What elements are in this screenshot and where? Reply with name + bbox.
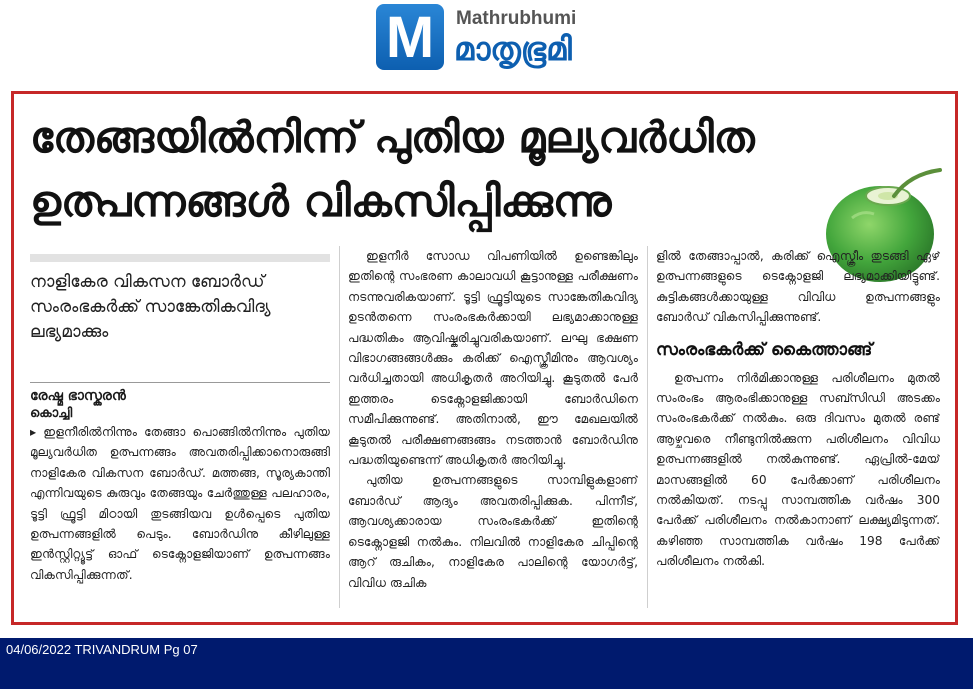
mathrubhumi-logo-mark: M: [376, 4, 444, 70]
logo-name-english: Mathrubhumi: [456, 8, 577, 29]
byline-block: [30, 382, 330, 423]
author-byline: രേഷ്മ ഭാസ്കരൻ: [30, 388, 126, 404]
article-subhead: സംരംഭകർക്ക് കൈത്താങ്ങ്: [656, 339, 873, 360]
column-2-paragraph-2: പുതിയ ഉത്പന്നങ്ങളുടെ സാമ്പിളുകളാണ് ബോർഡ് ആദ്യം അവതരിപ്പിക്കുക. പിന്നീട്, ആവശ്യക്കാരായ സംരംഭകർക്ക് ഇതിന്റെ ടെക്നോളജി നൽകും. നിലവിൽ നാളികേര ചിപ്പിന്റെ ആറ് രുചികം, നാളികേര പാലിന്റെ യോഗർട്ട്, വിവിധ രുചിക: [348, 473, 638, 590]
column-3-paragraph-2: ഉത്പന്നം നിർമിക്കാനുള്ള പരിശീലനം മുതൽ സംരംഭം ആരംഭിക്കാനുള്ള സബ്സിഡി അടക്കം സംരംഭകർക്ക് നൽകും. ഒരു ദിവസം മുതൽ രണ്ട് ആഴ്ചവരെ നീണ്ടുനിൽക്കുന്ന പരിശീലനം വിവിധ ഉത്പന്നങ്ങളിൽ നൽകുന്നുണ്ട്. ഏപ്രിൽ-മേയ് മാസങ്ങളിൽ 60 പേർക്കാണ് പരിശീലനം നൽകിയത്. നടപ്പു സാമ്പത്തിക വർഷം 300 പേർക്ക് പരിശീലനം നൽകാനാണ് ലക്ഷ്യമിടുന്നത്. കഴിഞ്ഞ സാമ്പത്തിക വർഷം 198 പേർക്ക് പരിശീലനം നൽകി.: [656, 370, 940, 569]
article-column-2: [348, 246, 638, 616]
article-frame: [11, 91, 958, 625]
article-headline: തേങ്ങയിൽനിന്ന് പുതിയ മൂല്യവർധിത ഉത്പന്നങ്ങൾ വികസിപ്പിക്കുന്നു: [30, 113, 755, 227]
edition-info: 04/06/2022 TRIVANDRUM Pg 07: [6, 642, 198, 657]
masthead: [0, 0, 973, 86]
logo-name-malayalam: മാതൃഭൂമി: [454, 30, 572, 68]
column-1-paragraph: ▸ ഇളനീരിൽനിന്നും തേങ്ങാ പൊങ്ങിൽനിന്നും പുതിയ മൂല്യവർധിത ഉത്പന്നങ്ങം അവതരിപ്പിക്കാനൊരുങ്ങി നാളികേര വികസന ബോർഡ്. മത്തങ്ങ, സൂര്യകാന്തി എന്നിവയുടെ കുരുവും തേങ്ങയും ചേർത്തുള്ള പലഹാരം, ടൂട്ടി ഫ്രൂട്ടി മിഠായി തുടങ്ങിയവ ഉൾപ്പെടെ പുതിയ ഉത്പന്നങ്ങളിൽ പെടും. ബോർഡിനു കീഴിലുള്ള ഇൻസ്റ്റിറ്റ്യൂട്ട് ഓഫ് ടെക്നോളജിയാണ് ഉത്പന്നങ്ങം വികസിപ്പിക്കുന്നത്.: [30, 425, 330, 582]
column-divider: [339, 246, 340, 608]
article-deck: നാളികേര വികസന ബോർഡ് സംരംഭകർക്ക് സാങ്കേതികവിദ്യ ലഭ്യമാക്കും: [30, 272, 271, 342]
article-column-3: [656, 246, 940, 616]
column-3-paragraph-1: ളിൽ തേങ്ങാപ്പാൽ, കരിക്ക് ഐസ്ക്രീം തുടങ്ങി ഏഴ് ഉത്പന്നങ്ങളുടെ ടെക്നോളജി ലഭ്യമാക്കിയിട്ടുണ്ട്. കുട്ടികങ്ങൾക്കായുള്ള വിവിധ ഉത്പന്നങ്ങളും ബോർഡ് വികസിപ്പിക്കുന്നുണ്ട്.: [656, 249, 940, 325]
edition-footer: [0, 638, 973, 689]
column-divider: [647, 246, 648, 608]
article-column-1: [30, 422, 330, 612]
dateline: കൊച്ചി: [30, 406, 73, 421]
deck-rule: [30, 254, 330, 262]
column-2-paragraph-1: ഇളനീർ സോഡ വിപണിയിൽ ഉണ്ടെങ്കിലും ഇതിന്റെ സംഭരണ കാലാവധി കൂട്ടാനുള്ള പരീക്ഷണം നടന്നുവരികയാണ്. ടൂട്ടി ഫ്രൂട്ടിയുടെ സാങ്കേതികവിദ്യ ഉടൻതന്നെ സംരംഭകർക്കായി ലഭ്യമാക്കാനുള്ള പദ്ധതികം ആവിഷ്കരിച്ചുവരികയാണ്. ലഘു ഭക്ഷണ വിഭാഗങ്ങങ്ങൾക്കും കരിക്ക് ഐസ്ക്രീമിനും ആവശ്യം വർധിച്ചതായി അധികൃതർ അറിയിച്ചു. കൂടുതൽ പേർ ഇത്തരം ടെക്നോളജിക്കായി ബോർഡിനെ സമീപിക്കുന്നുണ്ട്. അതിനാൽ, ഈ മേഖലയിൽ കൂടുതൽ പരീക്ഷണങ്ങങ്ങം നടത്താൻ ബോർഡിനു പദ്ധതിയുണ്ടെന്ന് അധികൃതർ അറിയിച്ചു.: [348, 249, 638, 468]
